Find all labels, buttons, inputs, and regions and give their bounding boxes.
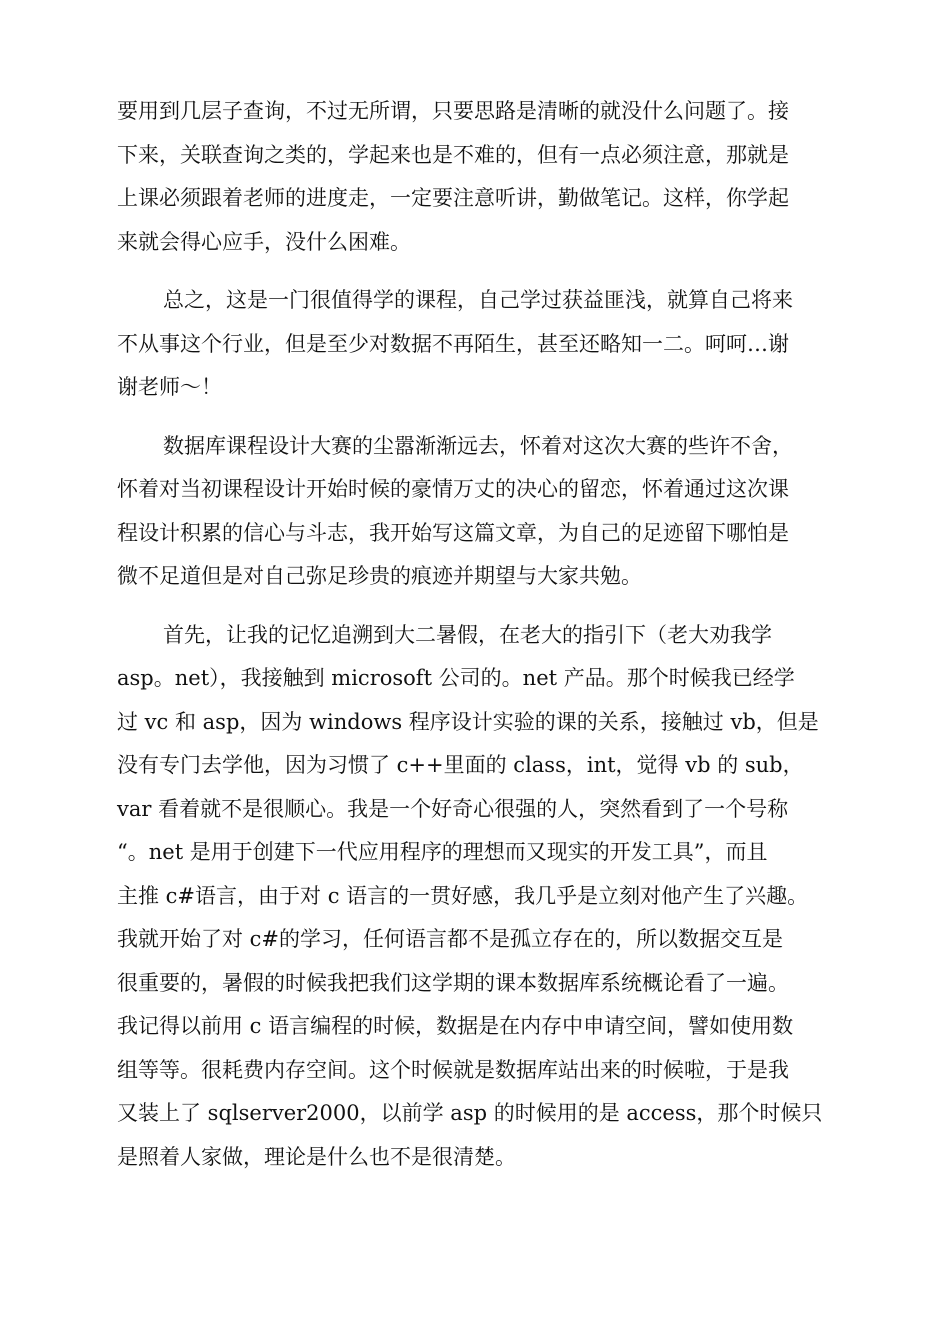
text-line: “。net 是用于创建下一代应用程序的理想而又现实的开发工具”，而且 xyxy=(117,840,768,864)
text-line: 没有专门去学他，因为习惯了 c++里面的 class，int，觉得 vb 的 sub， xyxy=(117,753,804,777)
text-line: 谢老师～！ xyxy=(117,375,222,399)
text-line: 很重要的，暑假的时候我把我们这学期的课本数据库系统概论看了一遍。 xyxy=(117,971,789,995)
text-line: 上课必须跟着老师的进度走，一定要注意听讲，勤做笔记。这样，你学起 xyxy=(117,186,789,210)
text-line: 组等等。很耗费内存空间。这个时候就是数据库站出来的时候啦，于是我 xyxy=(117,1058,789,1082)
text-line: 不从事这个行业，但是至少对数据不再陌生，甚至还略知一二。呵呵…谢 xyxy=(117,332,789,356)
text-line: 首先，让我的记忆追溯到大二暑假，在老大的指引下（老大劝我学 xyxy=(163,623,772,647)
text-line: 来就会得心应手，没什么困难。 xyxy=(117,230,411,254)
text-line: 又装上了 sqlserver2000，以前学 asp 的时候用的是 access，那个时候只 xyxy=(117,1101,823,1125)
text-line: 我就开始了对 c#的学习，任何语言都不是孤立存在的，所以数据交互是 xyxy=(117,927,784,951)
text-line: 程设计积累的信心与斗志，我开始写这篇文章，为自己的足迹留下哪怕是 xyxy=(117,521,789,545)
text-line: 主推 c#语言，由于对 c 语言的一贯好感，我几乎是立刻对他产生了兴趣。 xyxy=(117,884,809,908)
text-line: 是照着人家做，理论是什么也不是很清楚。 xyxy=(117,1145,516,1169)
text-line: 总之，这是一门很值得学的课程，自己学过获益匪浅，就算自己将来 xyxy=(163,288,793,312)
text-line: 要用到几层子查询，不过无所谓，只要思路是清晰的就没什么问题了。接 xyxy=(117,99,789,123)
text-line: var 看着就不是很顺心。我是一个好奇心很强的人，突然看到了一个号称 xyxy=(117,797,789,821)
text-line: 过 vc 和 asp，因为 windows 程序设计实验的课的关系，接触过 vb，但是 xyxy=(117,710,819,734)
text-line: 微不足道但是对自己弥足珍贵的痕迹并期望与大家共勉。 xyxy=(117,564,642,588)
text-line: 数据库课程设计大赛的尘嚣渐渐远去，怀着对这次大赛的些许不舍， xyxy=(163,434,793,458)
text-line: 怀着对当初课程设计开始时候的豪情万丈的决心的留恋，怀着通过这次课 xyxy=(117,477,789,501)
text-line: 我记得以前用 c 语言编程的时候，数据是在内存中申请空间，譬如使用数 xyxy=(117,1014,794,1038)
text-line: 下来，关联查询之类的，学起来也是不难的，但有一点必须注意，那就是 xyxy=(117,143,789,167)
text-line: asp。net），我接触到 microsoft 公司的。net 产品。那个时候我已经学 xyxy=(117,666,795,690)
